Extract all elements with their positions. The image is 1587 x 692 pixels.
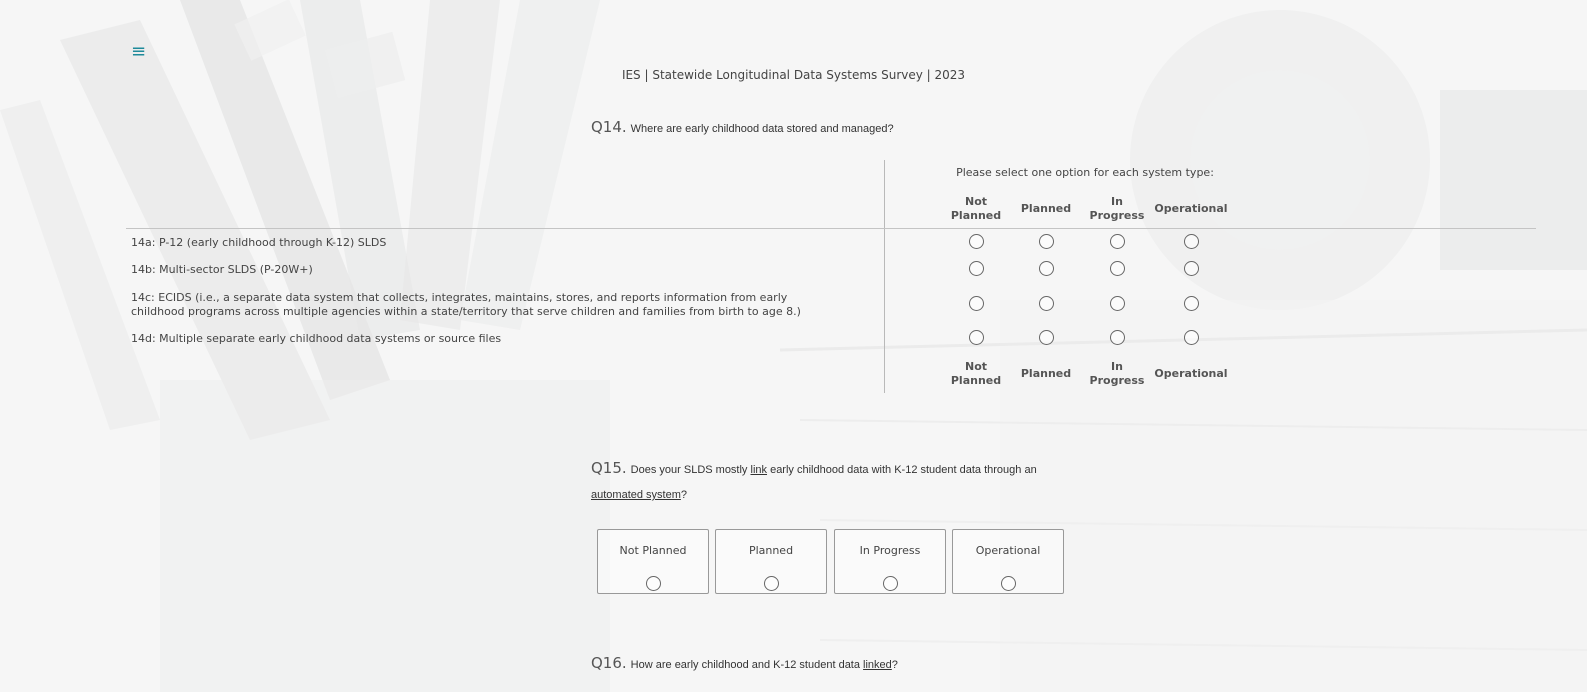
q15-option-planned[interactable] [715, 529, 827, 594]
q16-number: Q16. [591, 654, 627, 672]
q16-text-part2: ? [891, 659, 898, 671]
col-head-line1: Operational [1154, 202, 1228, 215]
q14b-radio-in-progress[interactable] [1110, 261, 1125, 276]
q14-text: Where are early childhood data stored and managed? [630, 123, 894, 135]
col-foot-line1: In [1111, 360, 1123, 373]
q15-option-label: In Progress [859, 544, 921, 557]
q14c-radio-not-planned[interactable] [969, 296, 984, 311]
col-head-line1: In [1111, 195, 1123, 208]
q14d-radio-not-planned[interactable] [969, 330, 984, 345]
q15-radio-operational[interactable] [1001, 576, 1016, 591]
col-foot-line1: Not [964, 360, 988, 373]
q14b-radio-operational[interactable] [1184, 261, 1199, 276]
q15-link-automated-system[interactable]: automated system [591, 489, 681, 501]
q14c-radio-in-progress[interactable] [1110, 296, 1125, 311]
q15-option-label: Operational [975, 544, 1041, 557]
col-head-in-progress [1077, 195, 1157, 223]
col-foot-line2: Progress [1089, 374, 1145, 387]
q14-row-label-14b: 14b: Multi-sector SLDS (P-20W+) [131, 263, 313, 276]
q14d-radio-operational[interactable] [1184, 330, 1199, 345]
col-foot-line2: Planned [950, 374, 1002, 387]
q15-option-label: Planned [748, 544, 794, 557]
q14-row-label-14a: 14a: P-12 (early childhood through K-12) SLDS [131, 236, 387, 249]
col-head-line1: Planned [1020, 202, 1072, 215]
col-foot-not-planned [936, 360, 1016, 388]
q14b-radio-planned[interactable] [1039, 261, 1054, 276]
q14d-radio-planned[interactable] [1039, 330, 1054, 345]
matrix-vertical-divider [884, 160, 885, 393]
q15-option-not-planned[interactable] [597, 529, 709, 594]
q15-text-part2: early childhood data with K-12 student data through an [767, 464, 1037, 476]
q14a-radio-not-planned[interactable] [969, 234, 984, 249]
q14a-radio-operational[interactable] [1184, 234, 1199, 249]
q15-option-label: Not Planned [619, 544, 687, 557]
col-head-line1: Not [964, 195, 988, 208]
col-head-not-planned [936, 195, 1016, 223]
q15-number: Q15. [591, 459, 627, 477]
q15-option-in-progress[interactable] [834, 529, 946, 594]
q16-link-linked[interactable]: linked [863, 659, 892, 671]
q16-question [591, 654, 898, 672]
q15-radio-not-planned[interactable] [646, 576, 661, 591]
q15-option-operational[interactable] [952, 529, 1064, 594]
q14-row-label-14d: 14d: Multiple separate early childhood data systems or source files [131, 332, 502, 345]
col-foot-line1: Operational [1154, 367, 1228, 380]
matrix-header-divider [126, 228, 1536, 229]
q14-instruction: Please select one option for each system type: [956, 166, 1214, 179]
q14c-radio-planned[interactable] [1039, 296, 1054, 311]
q16-text-part1: How are early childhood and K-12 student data [630, 659, 864, 671]
col-foot-in-progress [1077, 360, 1157, 388]
q15-link-link[interactable]: link [750, 464, 768, 476]
col-head-operational [1151, 202, 1231, 216]
q14-row-label-14c: 14c: ECIDS (i.e., a separate data system that collects, integrates, maintains, stores, and reports information from early childhood programs across multiple agencies within a state/territory that serve children and families from birth to age 8.) [131, 291, 801, 318]
q15-text-part3: ? [680, 489, 687, 501]
survey-title: IES | Statewide Longitudinal Data Systems Survey | 2023 [621, 68, 966, 82]
col-foot-line1: Planned [1020, 367, 1072, 380]
q15-text-part1: Does your SLDS mostly [630, 464, 751, 476]
q14b-radio-not-planned[interactable] [969, 261, 984, 276]
q14-question [591, 118, 894, 136]
col-head-line2: Progress [1089, 209, 1145, 222]
q15-radio-in-progress[interactable] [883, 576, 898, 591]
q15-question [591, 456, 1061, 508]
q14a-radio-planned[interactable] [1039, 234, 1054, 249]
col-foot-operational [1151, 367, 1231, 381]
hamburger-menu-icon[interactable]: ≡ [131, 41, 147, 62]
q14-number: Q14. [591, 118, 627, 136]
q14d-radio-in-progress[interactable] [1110, 330, 1125, 345]
q14c-radio-operational[interactable] [1184, 296, 1199, 311]
q15-radio-planned[interactable] [764, 576, 779, 591]
col-head-line2: Planned [950, 209, 1002, 222]
col-head-planned [1006, 202, 1086, 216]
col-foot-planned [1006, 367, 1086, 381]
q14a-radio-in-progress[interactable] [1110, 234, 1125, 249]
